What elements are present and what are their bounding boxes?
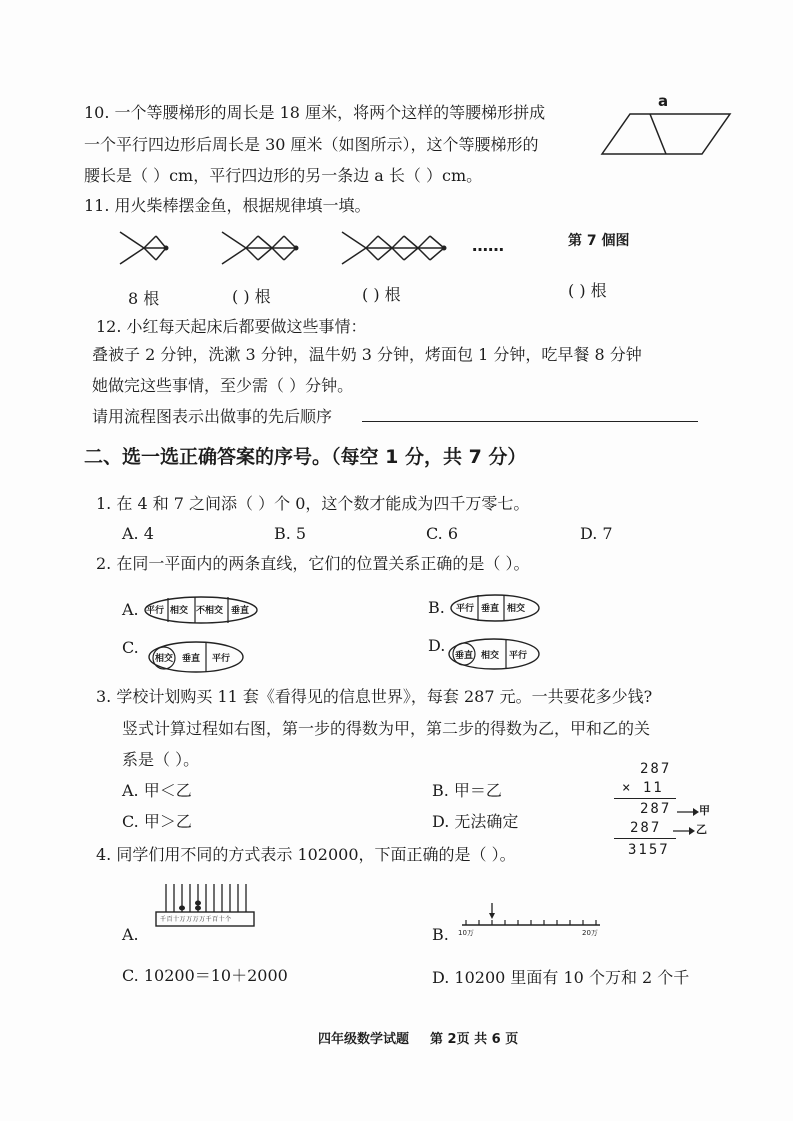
arrow-icon	[677, 808, 699, 816]
q11-label-3: ( ) 根	[362, 285, 401, 304]
q12-line3: 她做完这些事情，至少需（ ）分钟。	[92, 376, 354, 395]
abacus-unit-11: 个	[225, 916, 232, 923]
abacus-unit-4: 万	[179, 916, 187, 923]
mc2-option-a-letter: A.	[122, 600, 139, 619]
abacus-unit-6: 万	[192, 916, 200, 923]
calc-step2-tag: 乙	[696, 823, 707, 836]
mc4-option-b-letter: B.	[432, 925, 449, 944]
q11-title: 11. 用火柴棒摆金鱼，根据规律填一填。	[84, 196, 371, 215]
mc2-d-part-2: 相交	[481, 651, 500, 661]
mc3-line3: 系是（ ）。	[122, 750, 200, 769]
mc3-line1: 3. 学校计划购买 11 套《看得见的信息世界》，每套 287 元。一共要花多少钱?	[96, 687, 653, 706]
q11-fig7-label: 第 7 個图	[568, 233, 630, 249]
q12-line1: 12. 小红每天起床后都要做这些事情：	[96, 317, 367, 336]
mc2-option-d-letter: D.	[428, 636, 446, 655]
calc-rule-1	[614, 798, 676, 799]
mc1-option-a: A. 4	[122, 524, 154, 543]
q11-label-2: ( ) 根	[232, 287, 271, 306]
mc2-b-part-3: 相交	[507, 604, 526, 614]
mc2-stem: 2. 在同一平面内的两条直线，它们的位置关系正确的是（ ）。	[96, 554, 530, 573]
mc2-c-part-1: 相交	[155, 654, 174, 664]
abacus-unit-9: 百	[212, 916, 219, 923]
mc2-c-part-2: 垂直	[182, 654, 201, 664]
footer-page: 第 2页 共 6 页	[430, 1032, 519, 1047]
mc4-option-d: D. 10200 里面有 10 个万和 2 个千	[432, 968, 690, 987]
mc2-d-part-1: 垂直	[455, 651, 474, 661]
mc4-option-a-letter: A.	[122, 925, 139, 944]
q10-line3: 腰长是（ ）cm，平行四边形的另一条边 a 长（ ）cm。	[84, 166, 483, 185]
mc2-c-part-3: 平行	[212, 654, 231, 664]
q11-ellipsis: ……	[472, 236, 504, 255]
q11-label-1: 8 根	[128, 289, 160, 308]
calc-rule-2	[614, 838, 676, 839]
q10-line2: 一个平行四边形后周长是 30 厘米（如图所示），这个等腰梯形的	[84, 135, 539, 154]
goldfish-1	[118, 228, 178, 268]
mc3-line2: 竖式计算过程如右图，第一步的得数为甲，第二步的得数为乙，甲和乙的关	[122, 719, 651, 738]
calc-multiplier: × 11	[622, 780, 664, 796]
mc4-stem: 4. 同学们用不同的方式表示 102000，下面正确的是（ ）。	[96, 845, 516, 864]
q11-label-4: ( ) 根	[568, 281, 607, 300]
q12-line4: 请用流程图表示出做事的先后顺序	[92, 407, 333, 426]
mc1-option-b: B. 5	[274, 524, 307, 543]
mc2-b-part-1: 平行	[456, 604, 475, 614]
mc1-option-d: D. 7	[580, 524, 613, 543]
calc-step2: 287	[630, 820, 662, 836]
q10-figure-label: a	[658, 92, 669, 110]
q10-line1: 10. 一个等腰梯形的周长是 18 厘米，将两个这样的等腰梯形拼成	[84, 103, 546, 122]
footer-title: 四年级数学试题	[318, 1032, 410, 1047]
mc3-option-c: C. 甲＞乙	[122, 812, 192, 831]
calc-multiplicand: 287	[640, 761, 672, 777]
section-2-heading: 二、选一选正确答案的序号。（每空 1 分，共 7 分）	[84, 446, 527, 468]
abacus-unit-5: 万	[186, 916, 193, 923]
parallelogram-figure	[600, 110, 740, 160]
numberline-end-label: 20万	[582, 929, 598, 937]
calc-result: 3157	[628, 842, 670, 858]
mc2-option-b-letter: B.	[428, 598, 445, 617]
mc2-a-part-4: 垂直	[231, 606, 250, 616]
abacus-unit-1: 千	[160, 916, 167, 923]
goldfish-2	[220, 228, 310, 268]
mc3-option-d: D. 无法确定	[432, 812, 519, 831]
mc4-option-c: C. 10200＝10＋2000	[122, 966, 288, 985]
abacus-unit-labels	[160, 914, 232, 923]
mc2-a-part-2: 相交	[170, 606, 189, 616]
mc3-option-b: B. 甲＝乙	[432, 781, 502, 800]
abacus-unit-7: 万	[199, 916, 206, 923]
q12-answer-line	[362, 421, 698, 422]
mc2-a-part-3: 不相交	[196, 606, 224, 616]
calc-step1: 287	[640, 801, 672, 817]
mc2-b-part-2: 垂直	[481, 604, 500, 614]
arrow-icon	[673, 827, 695, 835]
mc2-option-c-letter: C.	[122, 638, 139, 657]
mc2-d-part-3: 平行	[509, 651, 528, 661]
mc1-option-c: C. 6	[426, 524, 459, 543]
calc-step1-tag: 甲	[699, 804, 710, 817]
mc3-option-a: A. 甲＜乙	[122, 781, 192, 800]
mc2-a-part-1: 平行	[146, 606, 165, 616]
abacus-unit-3: 十	[173, 916, 180, 923]
q12-line2: 叠被子 2 分钟，洗漱 3 分钟，温牛奶 3 分钟，烤面包 1 分钟，吃早餐 8 分钟	[92, 345, 642, 364]
abacus-unit-2: 百	[166, 916, 174, 923]
goldfish-3	[340, 228, 460, 268]
numberline-start-label: 10万	[458, 929, 474, 937]
abacus-unit-8: 千	[205, 916, 213, 923]
abacus-unit-10: 十	[218, 916, 226, 923]
mc1-stem: 1. 在 4 和 7 之间添（ ）个 0，这个数才能成为四千万零七。	[96, 494, 530, 513]
